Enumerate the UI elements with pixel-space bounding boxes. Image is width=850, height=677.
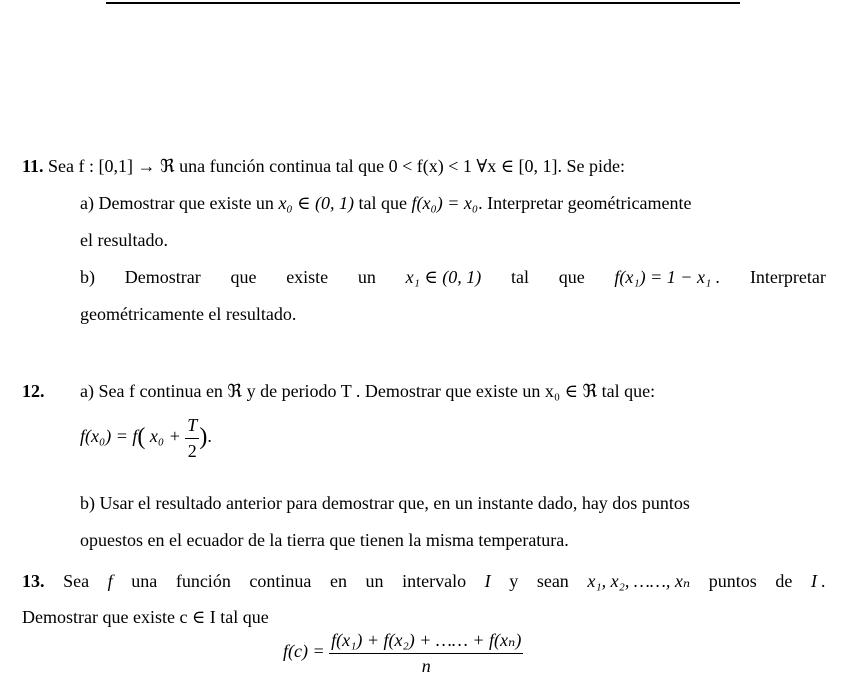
problem-11a bbox=[80, 192, 692, 214]
problem-11-text: Sea f : [0,1] → ℜ una función continua tal que 0 < f(x) < 1 ∀x ∈ [0, 1]. Se pide: bbox=[48, 156, 626, 176]
fraction-numerator: f(x₁) + f(x₂) + …… + f(xₙ) bbox=[329, 629, 523, 654]
word: I bbox=[484, 571, 491, 591]
problem-12a: a) Sea f continua en ℜ y de periodo T . Demostrar que existe un x₀ ∈ ℜ tal que: bbox=[80, 381, 656, 401]
problem-11b bbox=[80, 266, 826, 288]
word: intervalo bbox=[402, 571, 467, 591]
problem-12b-line-1: b) Usar el resultado anterior para demostrar que, en un instante dado, hay dos puntos bbox=[80, 493, 690, 513]
equation-left: f(c) = bbox=[283, 641, 325, 661]
problem-13-statement bbox=[22, 570, 826, 592]
equation-left: f(x₀) = f bbox=[80, 426, 138, 447]
word: Interpretar bbox=[749, 267, 826, 287]
word: existe bbox=[286, 267, 329, 287]
problem-11a-text-3: . Interpretar geométricamente bbox=[478, 193, 692, 213]
problem-11b-end: geométricamente el resultado. bbox=[80, 304, 297, 324]
points-list: x₁, x₂, ……, xₙ bbox=[587, 571, 691, 591]
problem-11-number: 11. bbox=[22, 156, 44, 176]
word: b) bbox=[80, 267, 95, 287]
problem-11a-text-2: tal que bbox=[358, 193, 407, 213]
word: sean bbox=[536, 571, 569, 591]
open-paren: ( bbox=[137, 424, 146, 451]
problem-11a-end: el resultado. bbox=[80, 230, 168, 250]
word: una bbox=[131, 571, 158, 591]
word: Sea bbox=[63, 571, 90, 591]
close-paren: ) bbox=[199, 424, 208, 451]
mean-fraction bbox=[329, 629, 523, 677]
problem-12-number: 12. bbox=[22, 381, 45, 401]
problem-11-statement bbox=[22, 155, 625, 177]
fraction-numerator: T bbox=[185, 414, 199, 439]
equation-period: . bbox=[207, 426, 212, 447]
problem-12b-line-2: opuestos en el ecuador de la tierra que tienen la misma temperatura. bbox=[80, 530, 569, 550]
fraction-t-over-2 bbox=[185, 414, 199, 462]
top-rule bbox=[106, 2, 740, 4]
word: función bbox=[175, 571, 231, 591]
word: y bbox=[509, 571, 519, 591]
word: un bbox=[365, 571, 384, 591]
problem-12-equation bbox=[80, 414, 212, 462]
problem-11a-equation: f(x₀) = x₀ bbox=[411, 193, 479, 213]
fraction-denominator: n bbox=[421, 655, 431, 676]
word: que bbox=[558, 267, 585, 287]
word: de bbox=[775, 571, 793, 591]
fraction-denominator: 2 bbox=[187, 441, 197, 461]
word: puntos bbox=[708, 571, 757, 591]
problem-13-equation bbox=[283, 628, 523, 677]
equation-x: x₀ + bbox=[149, 426, 181, 447]
word: f bbox=[107, 571, 113, 591]
word: en bbox=[329, 571, 347, 591]
problem-11a-set: x₀ ∈ (0, 1) bbox=[278, 193, 354, 213]
problem-11b-equation: f(x₁) = 1 − x₁ . bbox=[614, 267, 721, 287]
problem-13-number: 13. bbox=[22, 571, 45, 591]
word: continua bbox=[249, 571, 312, 591]
problem-11a-text-1: a) Demostrar que existe un bbox=[80, 193, 274, 213]
problem-13-line-2: Demostrar que existe c ∈ I tal que bbox=[22, 607, 269, 627]
word: Demostrar bbox=[124, 267, 201, 287]
word: tal bbox=[510, 267, 529, 287]
problem-11b-set: x₁ ∈ (0, 1) bbox=[405, 267, 482, 287]
word: que bbox=[230, 267, 257, 287]
word: un bbox=[357, 267, 376, 287]
word: I . bbox=[810, 571, 826, 591]
